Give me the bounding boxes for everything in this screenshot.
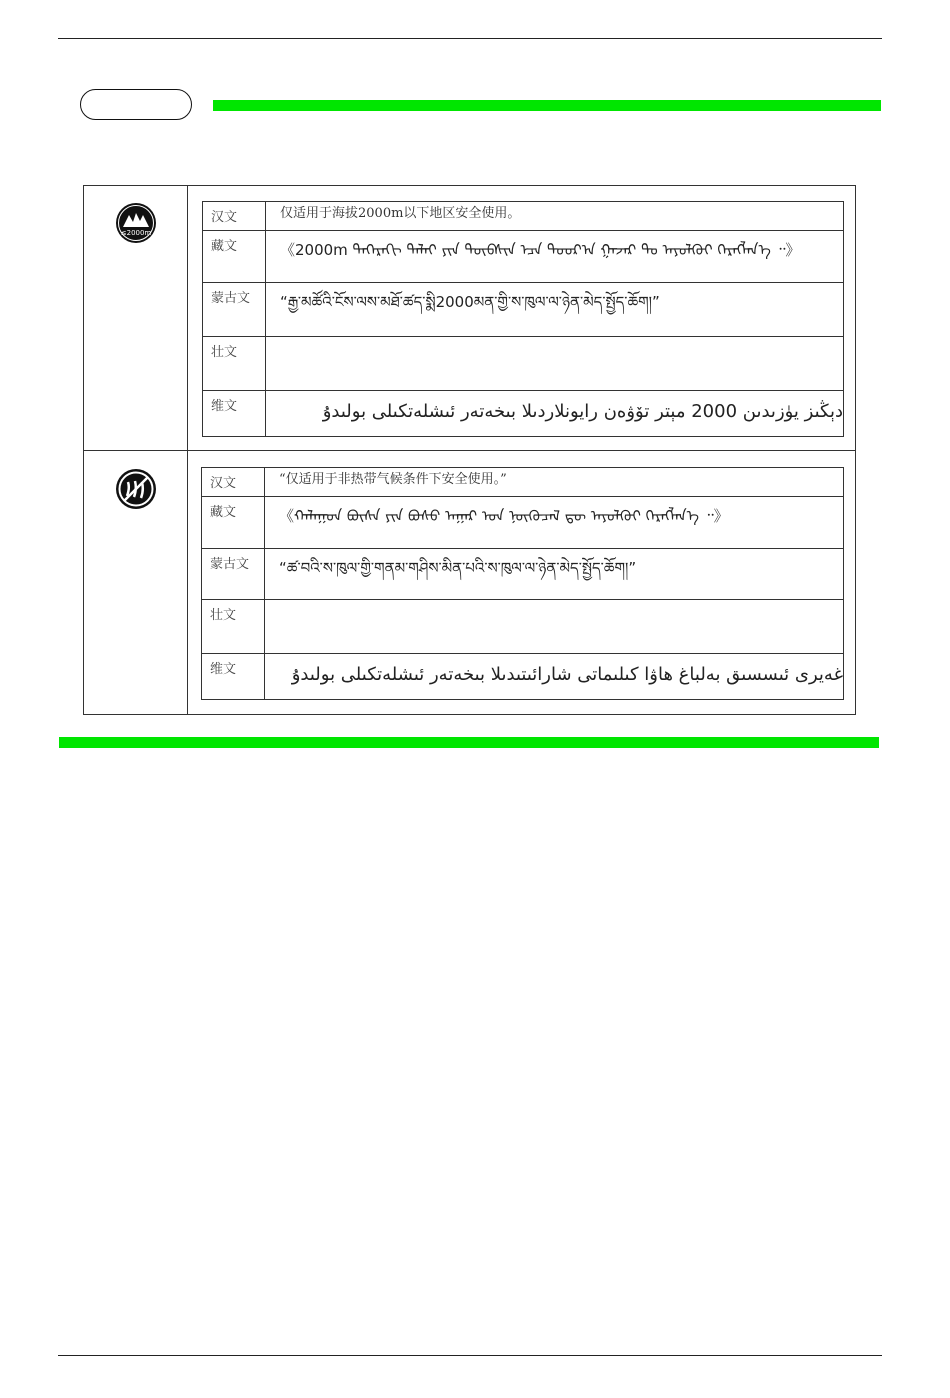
table-row — [203, 202, 844, 231]
text-chinese: “仅适用于非热带气候条件下安全使用。” — [265, 468, 844, 497]
text-zhuang — [265, 600, 844, 654]
text-mongolian: “རྒྱ་མཚོའི་ངོས་ལས་མཐོ་ཚད་སྨི2000མན་གྱི་ས་ཁུལ་ལ་ཉེན་མེད་སྤྱོད་ཆོག།” — [266, 283, 844, 337]
warning-symbols-table — [83, 185, 856, 715]
table-row — [203, 283, 844, 337]
lang-label: 壮文 — [203, 337, 266, 391]
footer-accent-bar — [59, 737, 879, 748]
lang-label: 汉文 — [203, 202, 266, 231]
lang-label: 藏文 — [202, 497, 265, 549]
non-tropical-climate-icon — [115, 468, 157, 510]
table-row — [202, 600, 844, 654]
table-row — [202, 497, 844, 549]
text-tibetan: 《ᠬᠠᠯᠠᠭᠤᠨ ᠪᠦᠰᠡ ᠶᠢᠨ ᠪᠤᠰᠤ ᠠᠭᠠᠷ ᠤᠨ ᠨᠥᠬᠥᠴᠡᠯ ᠳᠦ ᠠᠶᠤᠯᠭᠦᠢ ᠬᠡᠷᠡᠭᠯᠡᠨ᠎ᠡ ᠃》 — [265, 497, 844, 549]
lang-label: 维文 — [203, 391, 266, 437]
table-row — [203, 337, 844, 391]
text-chinese: 仅适用于海拔2000m以下地区安全使用。 — [266, 202, 844, 231]
lang-label: 蒙古文 — [203, 283, 266, 337]
lang-label: 维文 — [202, 654, 265, 700]
footer-rule — [58, 1355, 882, 1356]
inner-table-altitude — [202, 201, 844, 437]
table-row — [202, 654, 844, 700]
header-rule — [58, 38, 882, 39]
text-zhuang — [266, 337, 844, 391]
lang-label: 汉文 — [202, 468, 265, 497]
table-row — [202, 549, 844, 600]
table-row — [202, 468, 844, 497]
table-row — [203, 391, 844, 437]
altitude-2000m-icon — [115, 202, 157, 244]
lang-label: 壮文 — [202, 600, 265, 654]
altitude-icon-label: ≤2000m — [120, 229, 152, 237]
text-uyghur: دېڭىز يۈزىدىن 2000 مېتر تۆۋەن رايونلاردىلا بىخەتەر ئىشلەتكىلى بولىدۇ — [266, 391, 844, 437]
text-uyghur: غەيرى ئىسسىق بەلباغ ھاۋا كىلىماتى شارائىتىدىلا بىخەتەر ئىشلەتكىلى بولىدۇ — [265, 654, 844, 700]
lang-label: 蒙古文 — [202, 549, 265, 600]
section-label-box — [80, 89, 192, 120]
table-row — [203, 231, 844, 283]
text-tibetan: 《2000m ᠳᠡᠭᠡᠷᠡᠬᠢ ᠳᠠᠯᠠᠢ ᠶᠢᠨ ᠲᠥᠪᠰᠢᠨ ᠡᠴᠡ ᠳᠤᠤᠷ᠎ᠠ ᠭᠠᠵᠠᠷ ᠲᠤ ᠠᠶᠤᠯᠭᠦᠢ ᠬᠡᠷᠡᠭᠯᠡᠨ᠎ᠡ ᠃》 — [266, 231, 844, 283]
text-mongolian: “ཚ་བའི་ས་ཁུལ་གྱི་གནམ་གཤིས་མིན་པའི་ས་ཁུལ་ལ་ཉེན་མེད་སྤྱོད་ཆོག།” — [265, 549, 844, 600]
inner-table-climate — [201, 467, 844, 700]
header-accent-bar — [213, 100, 881, 111]
lang-label: 藏文 — [203, 231, 266, 283]
